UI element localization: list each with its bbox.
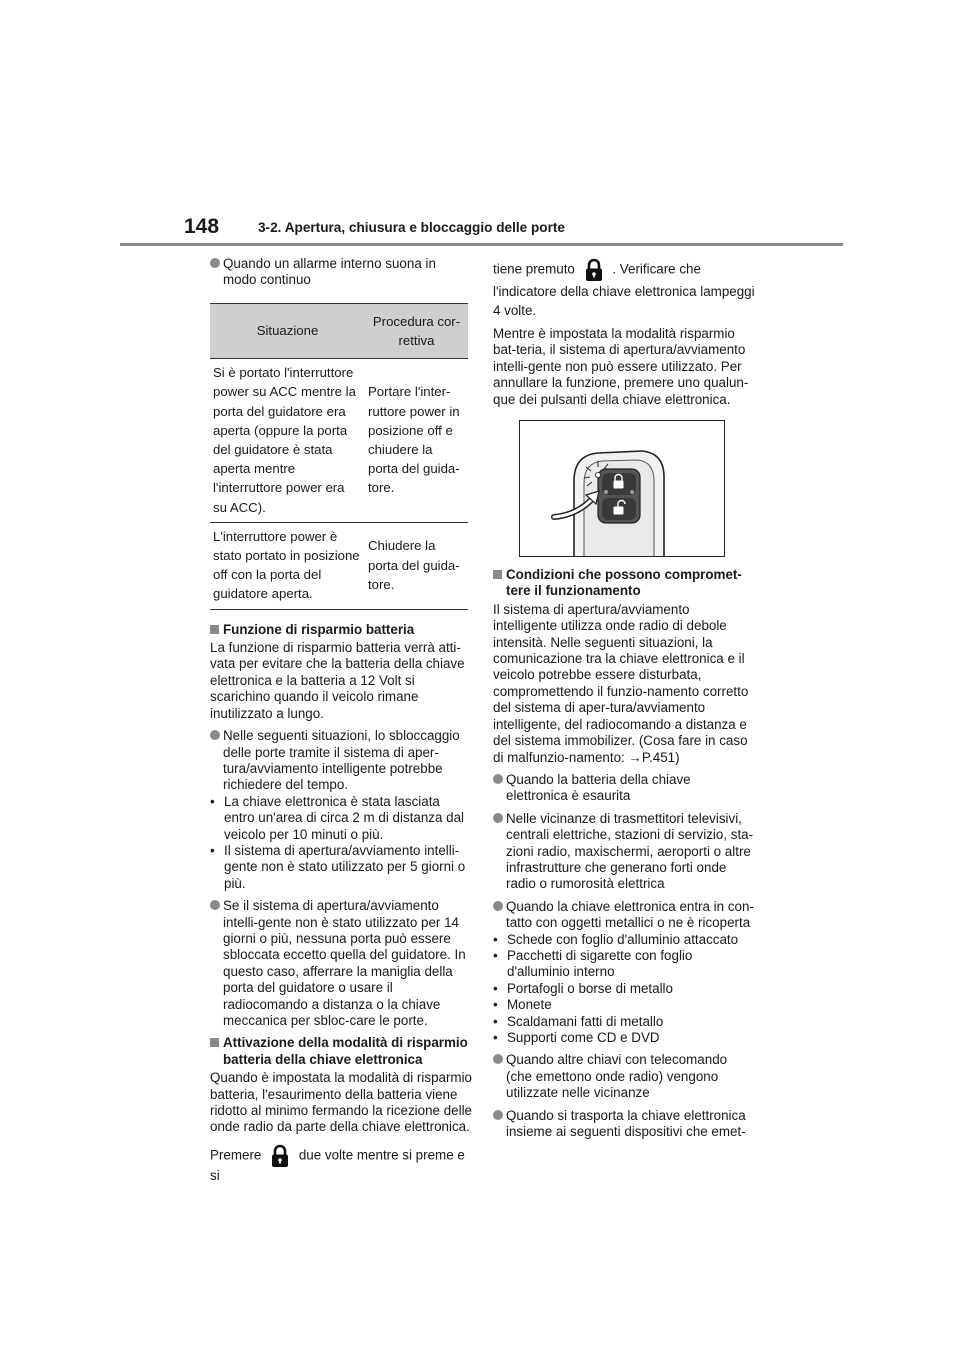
list-item	[493, 948, 755, 981]
list-item-text: La chiave elettronica è stata lasciata entro un'area di circa 2 m di distanza dal veicolo per 10 minuti o più.	[224, 793, 464, 842]
continued-instruction	[493, 258, 755, 320]
bullet-other-keys	[493, 1052, 755, 1101]
table-cell-procedure: Chiudere la porta del guida-tore.	[365, 522, 468, 609]
square-heading-icon	[210, 625, 219, 634]
list-item-text: Schede con foglio d'alluminio attaccato	[507, 931, 739, 947]
page-number: 148	[184, 215, 220, 238]
dot-marker: •	[210, 793, 215, 809]
list-item	[493, 1030, 755, 1046]
press-text-before: Premere	[210, 1147, 262, 1163]
list-item-text: Monete	[507, 997, 552, 1013]
table-cell-situation: Si è portato l'interruttore power su ACC mentre la porta del guidatore era aperta (oppure la porta del guidatore è stata aperta mentre l'interruttore power era su ACC).	[210, 359, 365, 523]
bullet-text: Quando un allarme interno suona in modo continuo	[223, 256, 436, 288]
square-heading-icon	[493, 570, 502, 579]
bullet-condition	[493, 811, 755, 893]
list-item-text: Portafogli o borse di metallo	[507, 980, 673, 996]
heading-text: Attivazione della modalità di risparmio batteria della chiave elettronica	[223, 1035, 468, 1067]
circle-bullet-icon	[493, 774, 503, 784]
list-item	[210, 843, 472, 892]
list-item-text: Supporti come CD e DVD	[507, 1030, 660, 1045]
paragraph-activation: Quando è impostata la modalità di risparmio batteria, l'esaurimento della batteria viene ridotto al minimo fermando la ricezione delle onde radio da parte della chiave elettronica.	[210, 1070, 472, 1135]
paragraph-battery-saving: La funzione di risparmio batteria verrà atti-vata per evitare che la batteria della chiave elettronica e la batteria a 12 Volt si scarichino quando il veicolo rimane inutilizzato a lungo.	[210, 640, 465, 721]
left-column	[210, 256, 472, 1190]
situation-table	[210, 303, 468, 610]
square-heading-icon	[210, 1038, 219, 1047]
heading-text: Condizioni che possono compromet-tere il funzionamento	[506, 567, 742, 599]
heading-battery-saving	[210, 622, 472, 638]
lock-button-icon	[269, 1144, 291, 1168]
dot-marker: •	[493, 997, 498, 1013]
bullet-text: Se il sistema di apertura/avviamento intelli-gente non è stato utilizzato per 14 giorni o più, nessuna porta può essere sbloccata eccetto quella del guidatore. In questo caso, afferrare la maniglia della porta del guidatore o usare il radiocomando a distanza o la chiave meccanica per sbloc-care le porte.	[223, 898, 466, 1028]
section-title: 3-2. Apertura, chiusura e bloccaggio delle porte	[258, 220, 565, 235]
cont-text-before: tiene premuto	[493, 261, 575, 277]
electronic-key-figure	[520, 421, 724, 556]
bullet-14-days	[210, 898, 472, 1029]
table-header-row	[210, 303, 468, 358]
circle-bullet-icon	[493, 1110, 503, 1120]
table-cell-procedure: Portare l'inter-ruttore power in posizione off e chiudere la porta del guida-tore.	[365, 359, 468, 523]
circle-bullet-icon	[493, 1054, 503, 1064]
bullet-text: Quando altre chiavi con telecomando (che emettono onde radio) vengono utilizzate nelle vicinanze	[506, 1052, 728, 1101]
table-row	[210, 359, 468, 523]
list-item	[493, 1014, 755, 1030]
bullet-text: Nelle vicinanze di trasmettitori televisivi, centrali elettriche, stazioni di servizio, sta-zioni radio, maxischermi, aeroporti o altre infrastrutture che generano forti onde radio o rumorosità elettrica	[506, 810, 754, 892]
bullet-text: Quando la batteria della chiave elettronica è esaurita	[506, 771, 691, 804]
right-column	[493, 258, 755, 1146]
bullet-text: Quando la chiave elettronica entra in con-tatto con oggetti metallici o ne è ricoperta	[506, 898, 754, 931]
circle-bullet-icon	[493, 901, 503, 911]
list-item-text: Il sistema di apertura/avviamento intelli-gente non è stato utilizzato per 5 giorni o più.	[224, 842, 466, 891]
list-item	[493, 932, 755, 948]
dot-marker: •	[493, 931, 498, 947]
dot-marker: •	[493, 947, 498, 963]
list-item	[493, 981, 755, 997]
bullet-unlock-delay	[210, 728, 472, 794]
list-item-text: Scaldamani fatti di metallo	[507, 1013, 664, 1029]
circle-bullet-icon	[210, 730, 220, 740]
header-rule	[120, 243, 843, 246]
bullet-text: Nelle seguenti situazioni, lo sbloccaggio delle porte tramite il sistema di aper-tura/avviamento intelligente potrebbe richiedere del tempo.	[223, 728, 460, 793]
bullet-condition	[493, 772, 755, 805]
list-item-text: Pacchetti di sigarette con foglio d'alluminio interno	[507, 947, 693, 980]
list-item	[493, 997, 755, 1013]
circle-bullet-icon	[493, 813, 503, 823]
circle-bullet-icon	[210, 258, 220, 268]
lock-button-icon	[583, 258, 605, 282]
press-instruction	[210, 1144, 472, 1184]
bullet-carry	[493, 1108, 755, 1141]
circle-bullet-icon	[210, 900, 220, 910]
table-header-procedure: Procedura cor-rettiva	[365, 303, 468, 358]
cont-text-after: . Verificare che l'indicatore della chiave elettronica lampeggi 4 volte.	[493, 261, 755, 318]
heading-activation	[210, 1035, 472, 1068]
table-header-situation: Situazione	[210, 303, 365, 358]
press-text-after: due volte mentre si preme e si	[210, 1147, 465, 1183]
table-cell-situation: L'interruttore power è stato portato in posizione off con la porta del guidatore aperta.	[210, 522, 365, 609]
paragraph-conditions: Il sistema di apertura/avviamento intelligente utilizza onde radio di debole intensità. Nelle seguenti situazioni, la comunicazione tra la chiave elettronica e il veicolo potrebbe essere disturbata, compromettendo il funzio-namento corretto del sistema di aper-tura/avviamento intelligente, del radiocomando a distanza e del sistema immobilizer. (Cosa fare in caso di malfunzio-namento: →P.451)	[493, 601, 749, 765]
key-illustration	[519, 420, 725, 557]
heading-text: Funzione di risparmio batteria	[223, 621, 415, 637]
heading-conditions	[493, 567, 755, 600]
dot-marker: •	[493, 1030, 498, 1045]
table-row	[210, 522, 468, 609]
bullet-text: Quando si trasporta la chiave elettronica insieme ai seguenti dispositivi che emet-	[506, 1107, 746, 1140]
list-item	[210, 794, 472, 843]
dot-marker: •	[493, 980, 498, 996]
bullet-alarm	[210, 256, 472, 289]
bullet-condition	[493, 899, 755, 932]
paragraph-mode: Mentre è impostata la modalità risparmio bat-teria, il sistema di apertura/avviamento intelli-gente non può essere utilizzato. Per annullare la funzione, premere uno qualun-que dei pulsanti della chiave elettronica.	[493, 326, 749, 407]
dot-marker: •	[210, 842, 215, 858]
dot-marker: •	[493, 1013, 498, 1029]
